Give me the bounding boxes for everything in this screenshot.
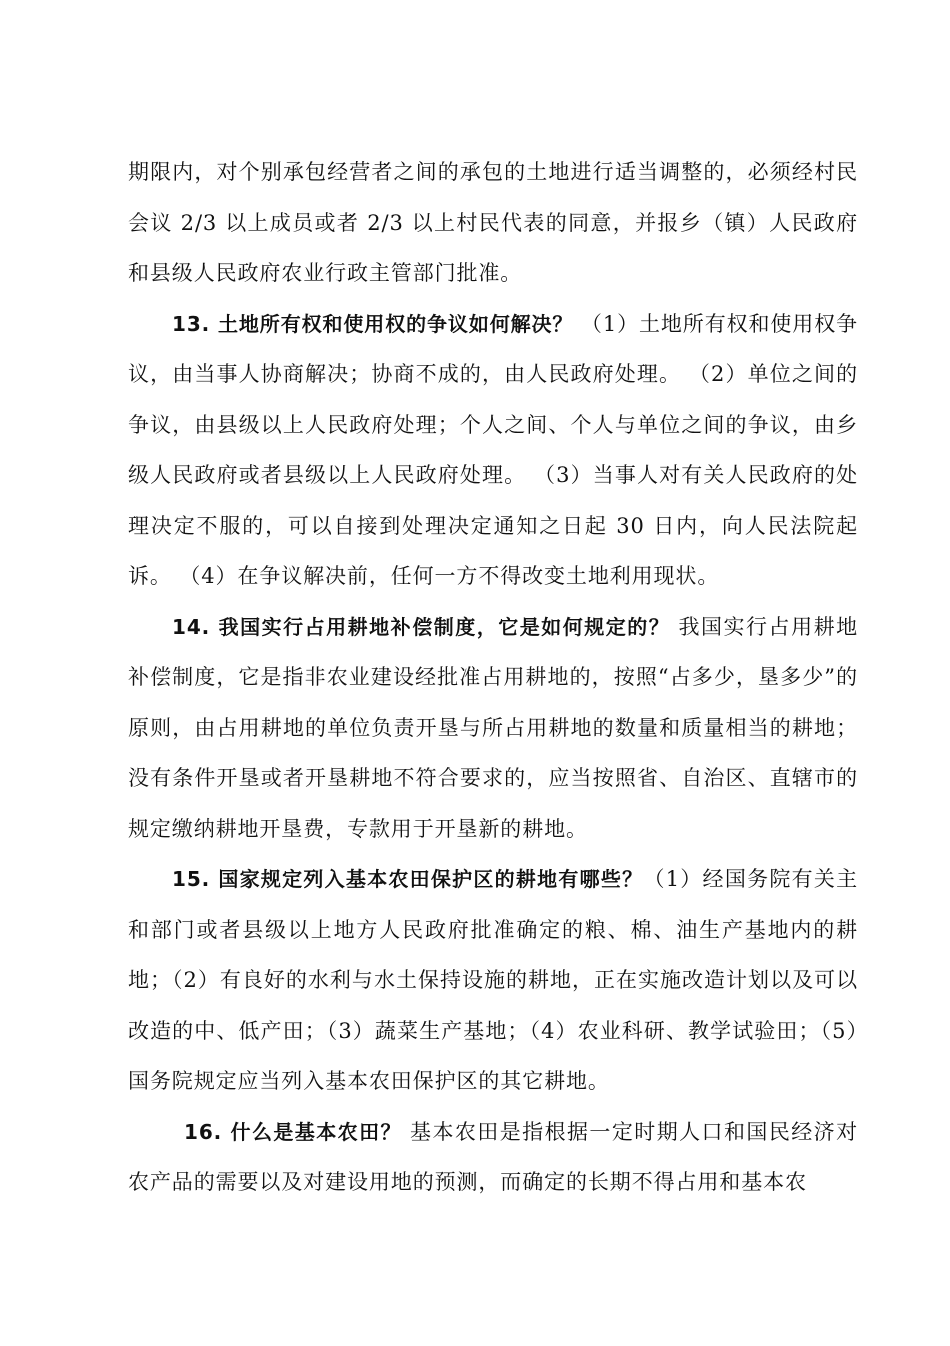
paragraph-q14 <box>128 602 858 855</box>
question-heading: 15. 国家规定列入基本农田保护区的耕地有哪些？ <box>172 867 644 891</box>
answer-text: 基本农田是指根据一定时期人口和国民经济对农产品的需要以及对建设用地的预测，而确定的长期不得占用和基本农 <box>128 1119 858 1194</box>
answer-text: 我国实行占用耕地补偿制度，它是指非农业建设经批准占用耕地的，按照“占多少，垦多少”的原则，由占用耕地的单位负责开垦与所占用耕地的数量和质量相当的耕地；没有条件开垦或者开垦耕地不符合要求的，应当按照省、自治区、直辖市的规定缴纳耕地开垦费，专款用于开垦新的耕地。 <box>128 614 858 841</box>
paragraph-text: 期限内，对个别承包经营者之间的承包的土地进行适当调整的，必须经村民会议 2/3 以上成员或者 2/3 以上村民代表的同意，并报乡（镇）人民政府和县级人民政府农业行政主管部门批准。 <box>128 160 858 285</box>
answer-text: （1）经国务院有关主和部门或者县级以上地方人民政府批准确定的粮、棉、油生产基地内的耕地；（2）有良好的水利与水土保持设施的耕地，正在实施改造计划以及可以改造的中、低产田；（3）蔬菜生产基地；（4）农业科研、教学试验田；（5）国务院规定应当列入基本农田保护区的其它耕地。 <box>128 867 858 1093</box>
question-heading: 13. 土地所有权和使用权的争议如何解决？ <box>172 311 574 336</box>
paragraph-q13 <box>128 299 858 602</box>
document-body <box>128 147 858 1208</box>
paragraph-continued <box>128 147 858 299</box>
answer-text: （1）土地所有权和使用权争议，由当事人协商解决；协商不成的，由人民政府处理。 （2）单位之间的争议，由县级以上人民政府处理；个人之间、个人与单位之间的争议，由乡级人民政府或者县级以上人民政府处理。 （3）当事人对有关人民政府的处理决定不服的，可以自接到处理决定通知之日起 30 日内，向人民法院起诉。 （4）在争议解决前，任何一方不得改变土地利用现状。 <box>128 311 859 588</box>
paragraph-q16 <box>128 1107 858 1208</box>
question-heading: 16. 什么是基本农田？ <box>184 1119 402 1144</box>
question-heading: 14. 我国实行占用耕地补偿制度，它是如何规定的？ <box>172 614 671 639</box>
paragraph-q15 <box>128 854 858 1107</box>
